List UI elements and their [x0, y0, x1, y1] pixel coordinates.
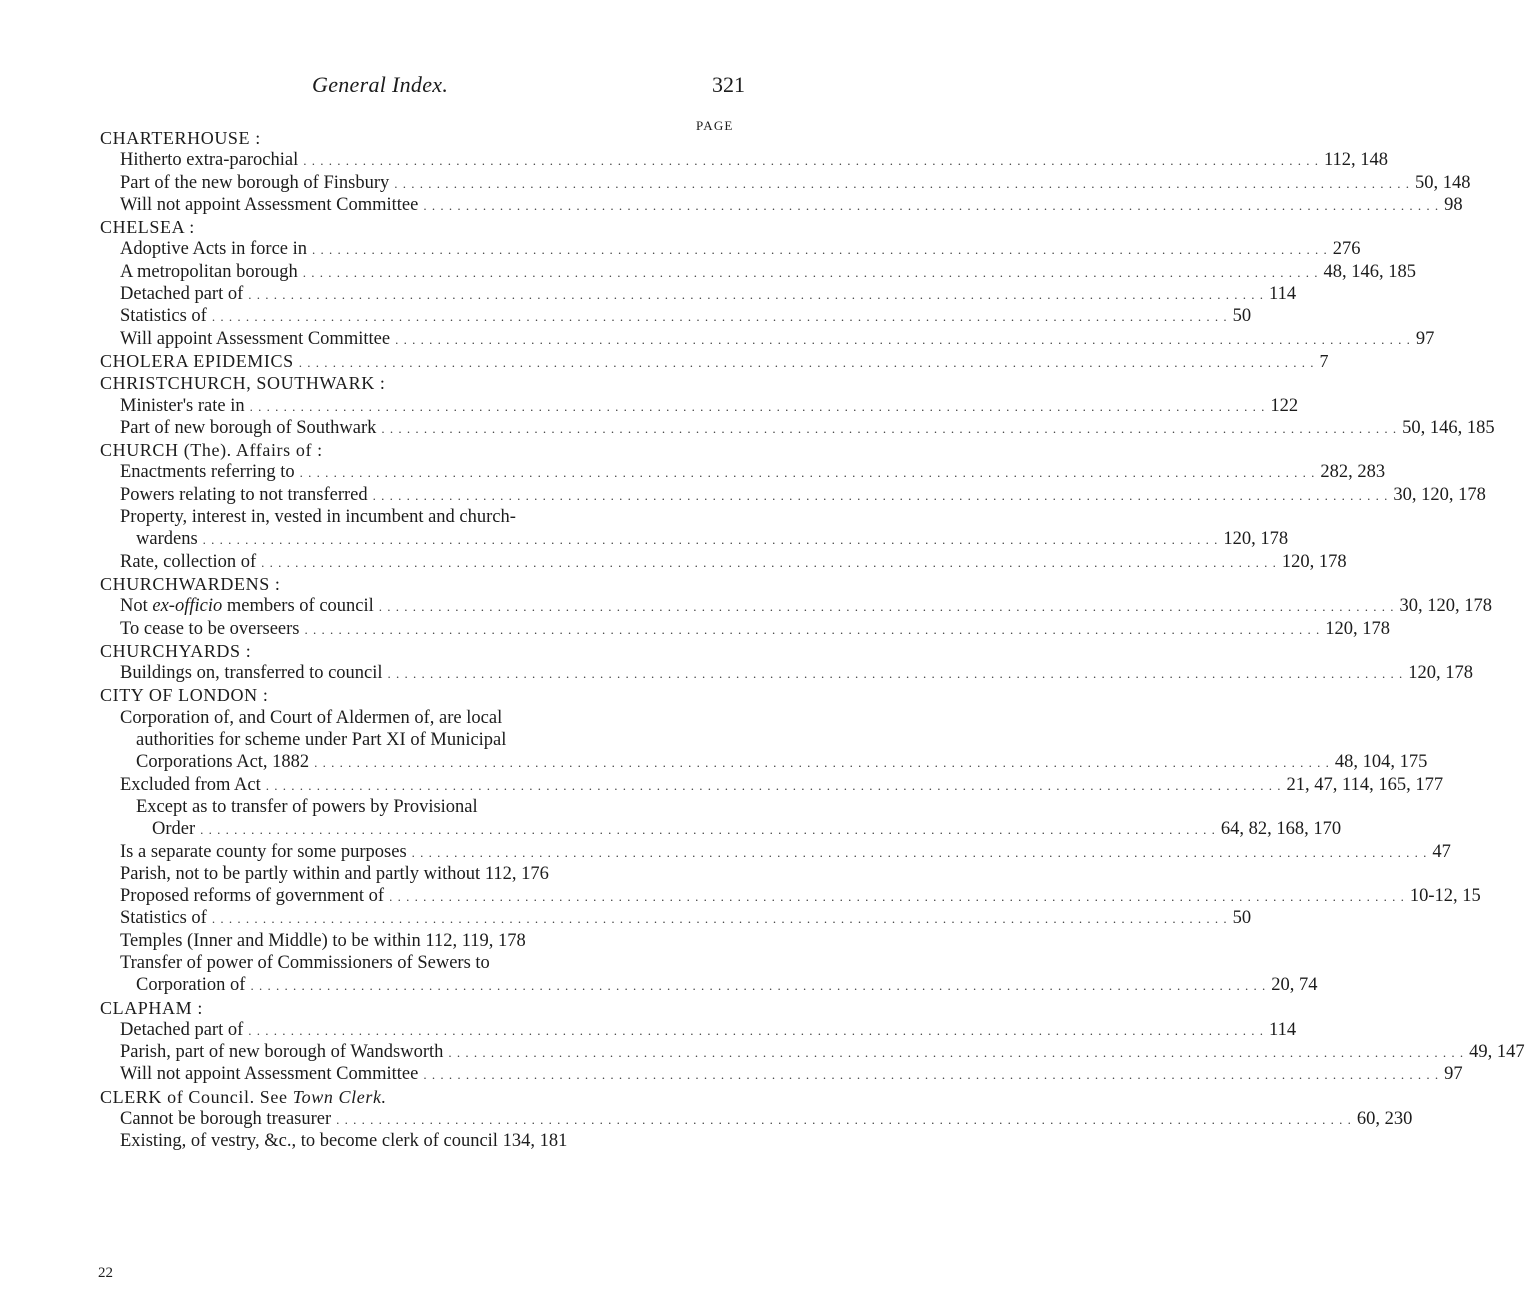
index-heading	[0, 997, 800, 1019]
index-entry	[0, 774, 1444, 796]
index-entry-text	[0, 930, 800, 952]
index-heading	[0, 640, 800, 662]
entry-label	[120, 395, 245, 417]
index-heading	[0, 216, 800, 238]
entry-text: Existing, of vestry, &c., to become clerk of council 134, 181	[120, 1131, 568, 1152]
index-list	[0, 127, 1525, 1153]
page-column-label: PAGE	[696, 118, 734, 133]
index-entry	[0, 1108, 1413, 1130]
index-entry	[0, 395, 1299, 417]
page-number: 321	[712, 72, 745, 97]
dot-leader: . . . . . . . . . . . . . . . . . . . . . . . . . . . . . . . . . . . . . . . . . . . . . . . . . . . . . . . . . . . . . . . . . . . . . . . . . . . . . . . . . . . . . . . . . . . . . . . . . . . . . . . . . . . . . . . . . . . . . . . .	[378, 599, 1395, 615]
dot-leader: . . . . . . . . . . . . . . . . . . . . . . . . . . . . . . . . . . . . . . . . . . . . . . . . . . . . . . . . . . . . . . . . . . . . . . . . . . . . . . . . . . . . . . . . . . . . . . . . . . . . . . . . . . . . . . . . . . . . . . . .	[299, 465, 1316, 481]
entry-text: Excluded from Act	[120, 774, 261, 795]
entry-label	[120, 1063, 418, 1085]
index-heading	[0, 439, 800, 461]
page-references: 282, 283	[1320, 462, 1386, 483]
dot-leader: . . . . . . . . . . . . . . . . . . . . . . . . . . . . . . . . . . . . . . . . . . . . . . . . . . . . . . . . . . . . . . . . . . . . . . . . . . . . . . . . . . . . . . . . . . . . . . . . . . . . . . . . . . . . . . . . . . . . . . . .	[304, 621, 1321, 637]
heading-text: CHRISTCHURCH, SOUTHWARK :	[100, 373, 386, 394]
dot-leader: . . . . . . . . . . . . . . . . . . . . . . . . . . . . . . . . . . . . . . . . . . . . . . . . . . . . . . . . . . . . . . . . . . . . . . . . . . . . . . . . . . . . . . . . . . . . . . . . . . . . . . . . . . . . . . . . . . . . . . . .	[200, 822, 1216, 838]
entry-text: Property, interest in, vested in incumbent and church-	[120, 507, 516, 528]
cross-reference-target: Town Clerk.	[292, 1086, 387, 1107]
entry-text: Cannot be borough treasurer	[120, 1109, 332, 1130]
index-heading	[0, 127, 800, 149]
index-entry-text	[0, 796, 800, 818]
entry-text: Part of new borough of Southwark	[120, 417, 377, 438]
heading-text: CLERK of Council. See	[100, 1086, 293, 1107]
entry-text: Order	[152, 819, 196, 840]
page-references: 97	[1415, 328, 1435, 349]
dot-leader: . . . . . . . . . . . . . . . . . . . . . . . . . . . . . . . . . . . . . . . . . . . . . . . . . . . . . . . . . . . . . . . . . . . . . . . . . . . . . . . . . . . . . . . . . . . . . . . . . . . . . . . . . . . . . . . . . . . . . . . .	[411, 844, 1428, 860]
index-entry	[0, 551, 1347, 573]
entry-text: Corporation of	[136, 975, 246, 996]
index-entry	[0, 261, 1417, 283]
index-entry	[0, 528, 1289, 550]
page-references: 114	[1269, 284, 1297, 305]
entry-label	[120, 461, 295, 483]
dot-leader: . . . . . . . . . . . . . . . . . . . . . . . . . . . . . . . . . . . . . . . . . . . . . . . . . . . . . . . . . . . . . . . . . . . . . . . . . . . . . . . . . . . . . . . . . . . . . . . . . . . . . . . . . . . . . . . . . . . . . . . .	[265, 777, 1282, 793]
entry-label	[120, 1108, 331, 1130]
page-references: 10-12, 15	[1409, 886, 1481, 907]
running-title: General Index.	[312, 72, 449, 97]
page-references: 7	[1319, 350, 1330, 371]
entry-label	[120, 841, 407, 863]
entry-text-italic: ex-officio	[152, 596, 223, 617]
index-entry	[0, 461, 1386, 483]
heading-text: CHURCH (The). Affairs of :	[100, 440, 323, 461]
dot-leader: . . . . . . . . . . . . . . . . . . . . . . . . . . . . . . . . . . . . . . . . . . . . . . . . . . . . . . . . . . . . . . . . . . . . . . . . . . . . . . . . . . . . . . . . . . . . . . . . . . . . . . . . . . . . . . . . . . . . . . . .	[202, 532, 1219, 548]
page-references: 120, 178	[1223, 529, 1289, 550]
page-references: 50, 146, 185	[1402, 417, 1495, 438]
page-references: 48, 104, 175	[1334, 752, 1428, 773]
dot-leader: . . . . . . . . . . . . . . . . . . . . . . . . . . . . . . . . . . . . . . . . . . . . . . . . . . . . . . . . . . . . . . . . . . . . . . . . . . . . . . . . . . . . . . . . . . . . . . . . . . . . . . . . . . . . . . . . . . . . . . . .	[211, 309, 1228, 325]
dot-leader: . . . . . . . . . . . . . . . . . . . . . . . . . . . . . . . . . . . . . . . . . . . . . . . . . . . . . . . . . . . . . . . . . . . . . . . . . . . . . . . . . . . . . . . . . . . . . . . . . . . . . . . . . . . . . . . . . . . . . . . .	[261, 554, 1277, 570]
dot-leader: . . . . . . . . . . . . . . . . . . . . . . . . . . . . . . . . . . . . . . . . . . . . . . . . . . . . . . . . . . . . . . . . . . . . . . . . . . . . . . . . . . . . . . . . . . . . . . . . . . . . . . . . . . . . . . . . . . . . . . . .	[248, 287, 1265, 303]
entry-label	[100, 350, 294, 372]
dot-leader: . . . . . . . . . . . . . . . . . . . . . . . . . . . . . . . . . . . . . . . . . . . . . . . . . . . . . . . . . . . . . . . . . . . . . . . . . . . . . . . . . . . . . . . . . . . . . . . . . . . . . . . . . . . . . . . . . . . . . . . .	[336, 1112, 1352, 1128]
page-references: 120, 178	[1281, 551, 1347, 572]
page-references: 47	[1432, 841, 1451, 862]
index-entry-text	[0, 1130, 800, 1152]
index-entry	[0, 885, 1481, 907]
entry-text: Will not appoint Assessment Committee	[120, 1064, 419, 1085]
entry-label	[120, 417, 376, 439]
page-references: 120, 178	[1325, 618, 1391, 639]
page-references: 60, 230	[1356, 1109, 1413, 1130]
index-entry	[0, 751, 1428, 773]
dot-leader: . . . . . . . . . . . . . . . . . . . . . . . . . . . . . . . . . . . . . . . . . . . . . . . . . . . . . . . . . . . . . . . . . . . . . . . . . . . . . . . . . . . . . . . . . . . . . . . . . . . . . . . . . . . . . . . . . . . . . . . .	[394, 175, 1410, 191]
entry-text: Will appoint Assessment Committee	[120, 328, 391, 349]
entry-text: Except as to transfer of powers by Provisional	[136, 796, 478, 817]
page-references: 98	[1444, 194, 1463, 215]
page-references: 30, 120, 178	[1399, 596, 1493, 617]
page-references: 49, 147	[1469, 1042, 1525, 1063]
page-references: 114	[1269, 1019, 1297, 1040]
index-entry	[0, 841, 1451, 863]
dot-leader: . . . . . . . . . . . . . . . . . . . . . . . . . . . . . . . . . . . . . . . . . . . . . . . . . . . . . . . . . . . . . . . . . . . . . . . . . . . . . . . . . . . . . . . . . . . . . . . . . . . . . . . . . . . . . . . . . . . . . . . .	[298, 354, 1315, 370]
index-entry	[0, 305, 1252, 327]
page-references: 122	[1270, 395, 1299, 416]
dot-leader: . . . . . . . . . . . . . . . . . . . . . . . . . . . . . . . . . . . . . . . . . . . . . . . . . . . . . . . . . . . . . . . . . . . . . . . . . . . . . . . . . . . . . . . . . . . . . . . . . . . . . . . . . . . . . . . . . . . . . . . .	[312, 242, 1328, 258]
dot-leader: . . . . . . . . . . . . . . . . . . . . . . . . . . . . . . . . . . . . . . . . . . . . . . . . . . . . . . . . . . . . . . . . . . . . . . . . . . . . . . . . . . . . . . . . . . . . . . . . . . . . . . . . . . . . . . . . . . . . . . . .	[249, 398, 1266, 414]
entry-label	[120, 907, 207, 929]
entry-text-prefix: Not	[120, 596, 153, 617]
entry-text: Detached part of	[120, 284, 244, 305]
dot-leader: . . . . . . . . . . . . . . . . . . . . . . . . . . . . . . . . . . . . . . . . . . . . . . . . . . . . . . . . . . . . . . . . . . . . . . . . . . . . . . . . . . . . . . . . . . . . . . . . . . . . . . . . . . . . . . . . . . . . . . . .	[211, 911, 1228, 927]
index-heading-cross-reference	[0, 1086, 800, 1108]
entry-text: Transfer of power of Commissioners of Sewers to	[120, 952, 490, 973]
dot-leader: . . . . . . . . . . . . . . . . . . . . . . . . . . . . . . . . . . . . . . . . . . . . . . . . . . . . . . . . . . . . . . . . . . . . . . . . . . . . . . . . . . . . . . . . . . . . . . . . . . . . . . . . . . . . . . . . . . . . . . . .	[423, 1067, 1440, 1083]
entry-text: Corporations Act, 1882	[136, 752, 310, 773]
dot-leader: . . . . . . . . . . . . . . . . . . . . . . . . . . . . . . . . . . . . . . . . . . . . . . . . . . . . . . . . . . . . . . . . . . . . . . . . . . . . . . . . . . . . . . . . . . . . . . . . . . . . . . . . . . . . . . . . . . . . . . . .	[423, 197, 1440, 213]
entry-label	[120, 885, 384, 907]
entry-text: Parish, not to be partly within and partly without 112, 176	[120, 863, 549, 884]
page-references: 48, 146, 185	[1323, 261, 1417, 282]
heading-text: CITY OF LONDON :	[100, 685, 269, 706]
index-entry	[0, 328, 1435, 350]
entry-text: Powers relating to not transferred	[120, 484, 368, 505]
page-references: 20, 74	[1271, 975, 1318, 996]
index-entry	[0, 1041, 1525, 1063]
entry-text: Will not appoint Assessment Committee	[120, 194, 419, 215]
entry-label	[120, 595, 374, 617]
page-references: 120, 178	[1408, 663, 1474, 684]
entry-text: Minister's rate in	[120, 395, 245, 416]
entry-text: Is a separate county for some purposes	[120, 841, 407, 862]
entry-text: Corporation of, and Court of Aldermen of, are local	[120, 707, 503, 728]
entry-label	[120, 149, 298, 171]
dot-leader: . . . . . . . . . . . . . . . . . . . . . . . . . . . . . . . . . . . . . . . . . . . . . . . . . . . . . . . . . . . . . . . . . . . . . . . . . . . . . . . . . . . . . . . . . . . . . . . . . . . . . . . . . . . . . . . . . . . . . . . .	[302, 264, 1319, 280]
entry-label	[136, 751, 309, 773]
entry-label	[120, 238, 307, 260]
index-entry	[0, 194, 1463, 216]
entry-text: Temples (Inner and Middle) to be within 112, 119, 178	[120, 930, 526, 951]
dot-leader: . . . . . . . . . . . . . . . . . . . . . . . . . . . . . . . . . . . . . . . . . . . . . . . . . . . . . . . . . . . . . . . . . . . . . . . . . . . . . . . . . . . . . . . . . . . . . . . . . . . . . . . . . . . . . . . . . . . . . . . .	[248, 1022, 1265, 1038]
entry-text: Part of the new borough of Finsbury	[120, 172, 390, 193]
index-entry	[0, 907, 1252, 929]
entry-label	[136, 528, 198, 550]
entry-label	[120, 662, 383, 684]
index-entry	[0, 818, 1342, 840]
index-heading	[0, 372, 800, 394]
entry-label	[120, 328, 390, 350]
entry-text: Hitherto extra-parochial	[120, 150, 299, 171]
page-references: 112, 148	[1323, 150, 1389, 171]
index-entry	[0, 595, 1493, 617]
entry-text: Statistics of	[120, 908, 207, 929]
dot-leader: . . . . . . . . . . . . . . . . . . . . . . . . . . . . . . . . . . . . . . . . . . . . . . . . . . . . . . . . . . . . . . . . . . . . . . . . . . . . . . . . . . . . . . . . . . . . . . . . . . . . . . . . . . . . . . . . . . . . . . . .	[372, 487, 1389, 503]
page-references: 97	[1444, 1064, 1463, 1085]
heading-text: CHURCHWARDENS :	[100, 573, 281, 594]
index-entry	[0, 149, 1389, 171]
entry-label	[120, 1019, 243, 1041]
dot-leader: . . . . . . . . . . . . . . . . . . . . . . . . . . . . . . . . . . . . . . . . . . . . . . . . . . . . . . . . . . . . . . . . . . . . . . . . . . . . . . . . . . . . . . . . . . . . . . . . . . . . . . . . . . . . . . . . . . . . . . . .	[314, 755, 1330, 771]
entry-label	[120, 1041, 443, 1063]
index-entry	[0, 283, 1297, 305]
page-references: 64, 82, 168, 170	[1220, 819, 1342, 840]
entry-text: To cease to be overseers	[120, 618, 300, 639]
index-entry	[0, 662, 1474, 684]
entry-text: Parish, part of new borough of Wandsworth	[120, 1042, 444, 1063]
entry-text: Proposed reforms of government of	[120, 886, 385, 907]
index-heading-entry	[0, 350, 1330, 372]
entry-text: wardens	[136, 529, 198, 550]
printer-signature-mark: 22	[98, 1265, 113, 1281]
index-entry-text	[0, 863, 800, 885]
index-entry	[0, 974, 1318, 996]
page-references: 21, 47, 114, 165, 177	[1286, 774, 1444, 795]
entry-text: Adoptive Acts in force in	[120, 239, 308, 260]
entry-label	[120, 774, 261, 796]
index-entry-text	[0, 707, 800, 729]
entry-label	[120, 305, 207, 327]
entry-label	[120, 194, 418, 216]
entry-label	[120, 618, 300, 640]
entry-label	[120, 484, 368, 506]
entry-text: members of council	[222, 596, 374, 617]
index-entry	[0, 484, 1486, 506]
index-heading	[0, 684, 800, 706]
heading-text: CHELSEA :	[100, 217, 195, 238]
index-entry	[0, 417, 1495, 439]
dot-leader: . . . . . . . . . . . . . . . . . . . . . . . . . . . . . . . . . . . . . . . . . . . . . . . . . . . . . . . . . . . . . . . . . . . . . . . . . . . . . . . . . . . . . . . . . . . . . . . . . . . . . . . . . . . . . . . . . . . . . . . .	[381, 420, 1398, 436]
dot-leader: . . . . . . . . . . . . . . . . . . . . . . . . . . . . . . . . . . . . . . . . . . . . . . . . . . . . . . . . . . . . . . . . . . . . . . . . . . . . . . . . . . . . . . . . . . . . . . . . . . . . . . . . . . . . . . . . . . . . . . . .	[387, 666, 1404, 682]
page-references: 50, 148	[1415, 172, 1471, 193]
dot-leader: . . . . . . . . . . . . . . . . . . . . . . . . . . . . . . . . . . . . . . . . . . . . . . . . . . . . . . . . . . . . . . . . . . . . . . . . . . . . . . . . . . . . . . . . . . . . . . . . . . . . . . . . . . . . . . . . . . . . . . . .	[448, 1045, 1465, 1061]
dot-leader: . . . . . . . . . . . . . . . . . . . . . . . . . . . . . . . . . . . . . . . . . . . . . . . . . . . . . . . . . . . . . . . . . . . . . . . . . . . . . . . . . . . . . . . . . . . . . . . . . . . . . . . . . . . . . . . . . . . . . . . .	[389, 889, 1405, 905]
index-heading	[0, 573, 800, 595]
index-entry	[0, 238, 1361, 260]
index-entry	[0, 1019, 1297, 1041]
heading-text: CHURCHYARDS :	[100, 640, 252, 661]
entry-label	[120, 261, 298, 283]
index-entry	[0, 1063, 1463, 1085]
entry-text: Rate, collection of	[120, 551, 257, 572]
entry-text: CHOLERA EPIDEMICS	[100, 350, 294, 371]
heading-text: CHARTERHOUSE :	[100, 128, 261, 148]
entry-text: Enactments referring to	[120, 462, 295, 483]
entry-label	[120, 283, 243, 305]
dot-leader: . . . . . . . . . . . . . . . . . . . . . . . . . . . . . . . . . . . . . . . . . . . . . . . . . . . . . . . . . . . . . . . . . . . . . . . . . . . . . . . . . . . . . . . . . . . . . . . . . . . . . . . . . . . . . . . . . . . . . . . .	[250, 978, 1267, 994]
entry-text: Detached part of	[120, 1019, 244, 1040]
heading-text: CLAPHAM :	[100, 997, 203, 1018]
dot-leader: . . . . . . . . . . . . . . . . . . . . . . . . . . . . . . . . . . . . . . . . . . . . . . . . . . . . . . . . . . . . . . . . . . . . . . . . . . . . . . . . . . . . . . . . . . . . . . . . . . . . . . . . . . . . . . . . . . . . . . . .	[303, 153, 1319, 169]
index-entry-text	[0, 729, 800, 751]
entry-label	[152, 818, 195, 840]
dot-leader: . . . . . . . . . . . . . . . . . . . . . . . . . . . . . . . . . . . . . . . . . . . . . . . . . . . . . . . . . . . . . . . . . . . . . . . . . . . . . . . . . . . . . . . . . . . . . . . . . . . . . . . . . . . . . . . . . . . . . . . .	[395, 331, 1411, 347]
entry-label	[136, 974, 245, 996]
entry-text: Statistics of	[120, 306, 207, 327]
entry-text: Buildings on, transferred to council	[120, 663, 383, 684]
entry-text: A metropolitan borough	[120, 261, 298, 282]
entry-label	[120, 551, 256, 573]
entry-text: authorities for scheme under Part XI of Municipal	[136, 730, 507, 751]
index-entry-text	[0, 506, 800, 528]
page-references: 276	[1332, 239, 1361, 260]
page-references: 30, 120, 178	[1393, 484, 1486, 505]
entry-label	[120, 172, 389, 194]
index-entry	[0, 618, 1391, 640]
index-entry-text	[0, 952, 800, 974]
page-references: 50	[1232, 908, 1252, 929]
page-references: 50	[1232, 306, 1252, 327]
index-entry	[0, 172, 1471, 194]
